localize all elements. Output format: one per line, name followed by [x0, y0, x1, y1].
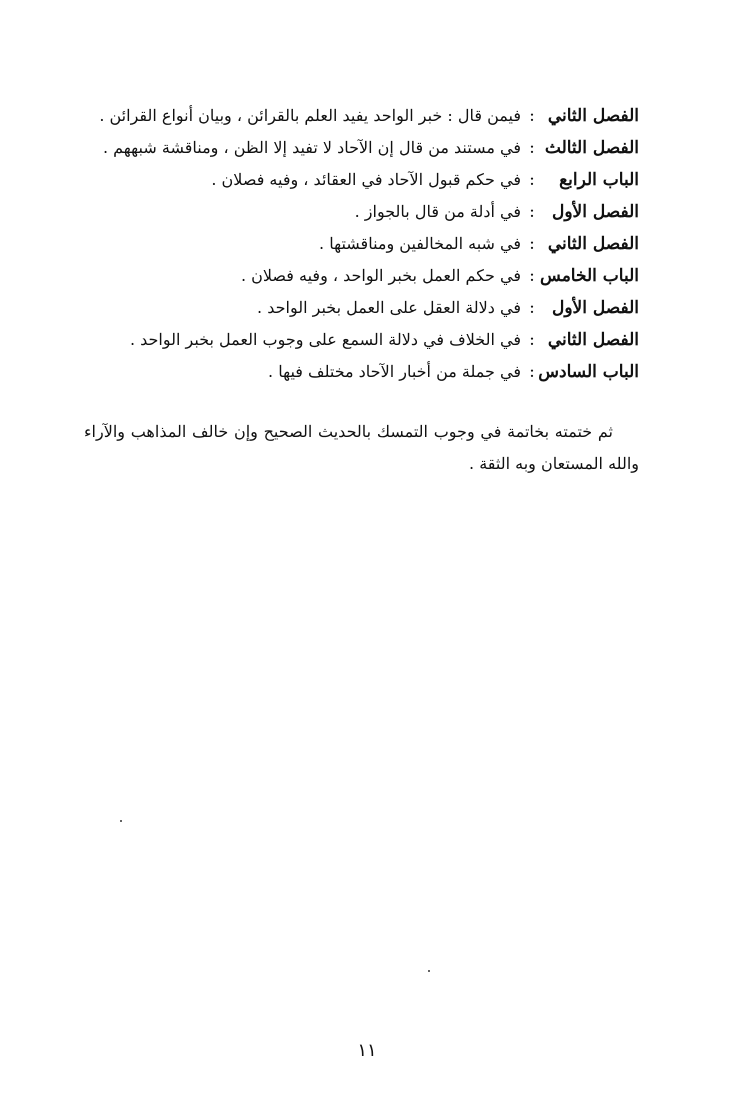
toc-entry-colon: :	[529, 138, 535, 158]
toc-entry-text: في أدلة من قال بالجواز .	[354, 202, 521, 221]
toc-entry-text: فيمن قال : خبر الواحد يفيد العلم بالقرائن ، وبيان أنواع القرائن .	[99, 106, 521, 125]
scan-speck	[120, 820, 122, 822]
toc-entry-text: في دلالة العقل على العمل بخبر الواحد .	[257, 298, 521, 317]
toc-entry-text: في جملة من أخبار الآحاد مختلف فيها .	[268, 362, 521, 381]
toc-entry	[79, 196, 639, 228]
toc-entry-colon: :	[529, 170, 535, 190]
toc-entry-label: الفصل الأول	[551, 298, 639, 318]
toc-entry-label: الفصل الأول	[551, 202, 639, 222]
toc-entry-colon: :	[529, 266, 535, 286]
toc-entry	[79, 356, 639, 388]
toc-entry-text: في حكم العمل بخبر الواحد ، وفيه فصلان .	[240, 266, 521, 285]
closing-paragraph: ثم ختمته بخاتمة في وجوب التمسك بالحديث الصحيح وإن خالف المذاهب والآراء والله المستعان وبه الثقة .	[84, 422, 639, 473]
toc-entry-label: الباب الخامس	[540, 266, 639, 286]
toc-entry	[79, 100, 639, 132]
toc-entry-colon: :	[529, 106, 535, 126]
toc-entry-text: في شبه المخالفين ومناقشتها .	[319, 234, 521, 253]
toc-entry	[79, 324, 639, 356]
table-of-contents	[79, 100, 639, 388]
toc-entry-colon: :	[529, 234, 535, 254]
toc-entry	[79, 228, 639, 260]
toc-entry-label: الفصل الثاني	[547, 234, 639, 254]
toc-entry-label: الفصل الثاني	[547, 330, 639, 350]
toc-entry	[79, 132, 639, 164]
toc-entry	[79, 164, 639, 196]
toc-entry-colon: :	[529, 202, 535, 222]
toc-entry-label: الفصل الثالث	[544, 138, 639, 158]
toc-entry-label: الفصل الثاني	[547, 106, 639, 126]
toc-entry-colon: :	[529, 298, 535, 318]
toc-entry-label: الباب الرابع	[559, 170, 639, 190]
toc-entry	[79, 260, 639, 292]
toc-entry-colon: :	[529, 330, 535, 350]
toc-entry-text: في مستند من قال إن الآحاد لا تفيد إلا الظن ، ومناقشة شبههم .	[102, 138, 521, 157]
scan-speck	[428, 970, 430, 972]
toc-entry	[79, 292, 639, 324]
toc-entry-colon: :	[529, 362, 535, 382]
page-number: ١١	[357, 1040, 377, 1061]
toc-entry-label: الباب السادس	[538, 362, 639, 382]
toc-entry-text: في الخلاف في دلالة السمع على وجوب العمل بخبر الواحد .	[129, 330, 521, 349]
toc-entry-text: في حكم قبول الآحاد في العقائد ، وفيه فصلان .	[211, 170, 521, 189]
